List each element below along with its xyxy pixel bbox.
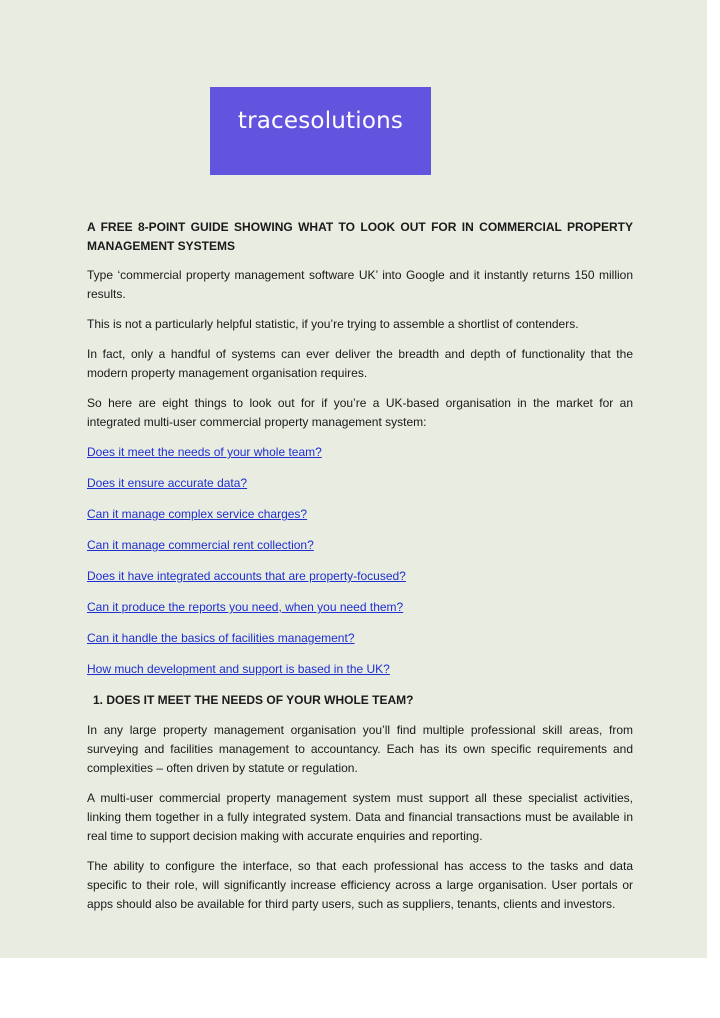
toc-item — [87, 567, 633, 586]
document-title: A FREE 8-POINT GUIDE SHOWING WHAT TO LOOK OUT FOR IN COMMERCIAL PROPERTY MANAGEMENT SYSTEMS — [87, 220, 633, 253]
toc-item — [87, 629, 633, 648]
toc-item — [87, 598, 633, 617]
toc-link-team[interactable]: Does it meet the needs of your whole team? — [87, 445, 322, 459]
intro-paragraph: So here are eight things to look out for if you’re a UK-based organisation in the market for an integrated multi-user commercial property management system: — [87, 396, 633, 429]
intro-paragraph: This is not a particularly helpful statistic, if you’re trying to assemble a shortlist of contenders. — [87, 317, 579, 331]
intro-paragraph: In fact, only a handful of systems can ever deliver the breadth and depth of functionality that the modern property management organisation requires. — [87, 347, 633, 380]
toc-item — [87, 660, 633, 679]
intro-paragraph: Type ‘commercial property management software UK’ into Google and it instantly returns 150 million results. — [87, 268, 633, 301]
toc-item — [87, 536, 633, 555]
toc-link-uk-support[interactable]: How much development and support is based in the UK? — [87, 662, 390, 676]
toc-link-reports[interactable]: Can it produce the reports you need, when you need them? — [87, 600, 404, 614]
section-paragraph: The ability to configure the interface, so that each professional has access to the tasks and data specific to their role, will significantly increase efficiency across a large organisation. User portals or apps should also be available for third party users, such as suppliers, tenants, clients and investors. — [87, 859, 633, 911]
toc-link-data[interactable]: Does it ensure accurate data? — [87, 476, 248, 490]
toc-link-accounts[interactable]: Does it have integrated accounts that are property-focused? — [87, 569, 406, 583]
toc-item — [87, 474, 633, 493]
logo-text: tracesolutions — [237, 108, 404, 134]
section-paragraph: A multi-user commercial property management system must support all these specialist activities, linking them together in a fully integrated system. Data and financial transactions must be available in real time to support decision making with accurate enquiries and reporting. — [87, 791, 633, 843]
toc-link-service-charges[interactable]: Can it manage complex service charges? — [87, 507, 308, 521]
toc-item — [87, 505, 633, 524]
toc-link-facilities[interactable]: Can it handle the basics of facilities management? — [87, 631, 355, 645]
toc-link-rent-collection[interactable]: Can it manage commercial rent collection? — [87, 538, 314, 552]
section-paragraph: In any large property management organisation you’ll find multiple professional skill areas, from surveying and facilities management to accountancy. Each has its own specific requirements and complexities – often driven by statute or regulation. — [87, 723, 633, 775]
toc-item — [87, 443, 633, 462]
document-body — [87, 218, 633, 925]
logo — [210, 87, 431, 175]
section-heading: 1. DOES IT MEET THE NEEDS OF YOUR WHOLE TEAM? — [93, 693, 414, 707]
